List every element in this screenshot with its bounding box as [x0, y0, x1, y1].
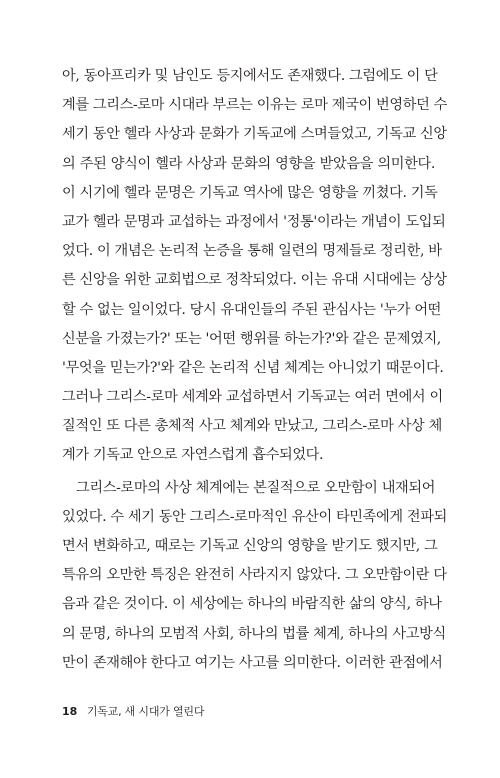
text-line: '무엇을 믿는가?'와 같은 논리적 신념 체계는 아니었기 때문이다.	[62, 359, 444, 376]
page-number: 18	[62, 705, 78, 718]
text-line: 세기 동안 헬라 사상과 문화가 기독교에 스며들었고, 기독교 신앙	[62, 126, 447, 143]
body-text	[62, 62, 447, 678]
text-line: 의 문명, 하나의 모범적 사회, 하나의 법률 체계, 하나의 사고방식	[62, 625, 446, 642]
text-line: 음과 같은 것이다. 이 세상에는 하나의 바람직한 삶의 양식, 하나	[62, 596, 442, 613]
text-line: 그러나 그리스-로마 세계와 교섭하면서 기독교는 여러 면에서 이	[62, 389, 443, 406]
text-line: 질적인 또 다른 총체적 사고 체계와 만났고, 그리스-로마 사상 체	[62, 418, 442, 435]
page-footer	[62, 705, 204, 719]
text-line: 그리스-로마의 사상 체계에는 본질적으로 오만함이 내재되어	[76, 479, 436, 496]
text-line: 할 수 없는 일이었다. 당시 유대인들의 주된 관심사는 '누가 어떤	[62, 301, 442, 318]
paragraph	[62, 474, 447, 678]
text-line: 었다. 이 개념은 논리적 논증을 통해 일련의 명제들로 정리한, 바	[62, 243, 442, 260]
text-line: 있었다. 수 세기 동안 그리스-로마적인 유산이 타민족에게 전파되	[62, 508, 447, 525]
text-line: 아, 동아프리카 및 남인도 등지에서도 존재했다. 그럼에도 이 단	[62, 68, 438, 84]
text-line: 특유의 오만한 특징은 완전히 사라지지 않았다. 그 오만함이란 다	[62, 567, 447, 584]
text-line: 교가 헬라 문명과 교섭하는 과정에서 '정통'이라는 개념이 도입되	[62, 213, 446, 230]
text-line: 만이 존재해야 한다고 여기는 사고를 의미한다. 이러한 관점에서	[62, 654, 443, 671]
text-line: 의 주된 양식이 헬라 사상과 문화의 영향을 받았음을 의미한다.	[62, 155, 435, 172]
text-line: 신분을 가졌는가?' 또는 '어떤 행위를 하는가?'와 같은 문제였지,	[62, 330, 441, 347]
running-title: 기독교, 새 시대가 열린다	[86, 705, 205, 718]
paragraph	[62, 62, 447, 471]
text-line: 면서 변화하고, 때로는 기독교 신앙의 영향을 받기도 했지만, 그	[62, 538, 438, 554]
text-line: 계가 기독교 안으로 자연스럽게 흡수되었다.	[62, 447, 324, 464]
text-line: 른 신앙을 위한 교회법으로 정착되었다. 이는 유대 시대에는 상상	[62, 272, 447, 289]
text-line: 계를 그리스-로마 시대라 부르는 이유는 로마 제국이 번영하던 수	[62, 97, 447, 114]
text-line: 이 시기에 헬라 문명은 기독교 역사에 많은 영향을 끼쳤다. 기독	[62, 184, 438, 201]
